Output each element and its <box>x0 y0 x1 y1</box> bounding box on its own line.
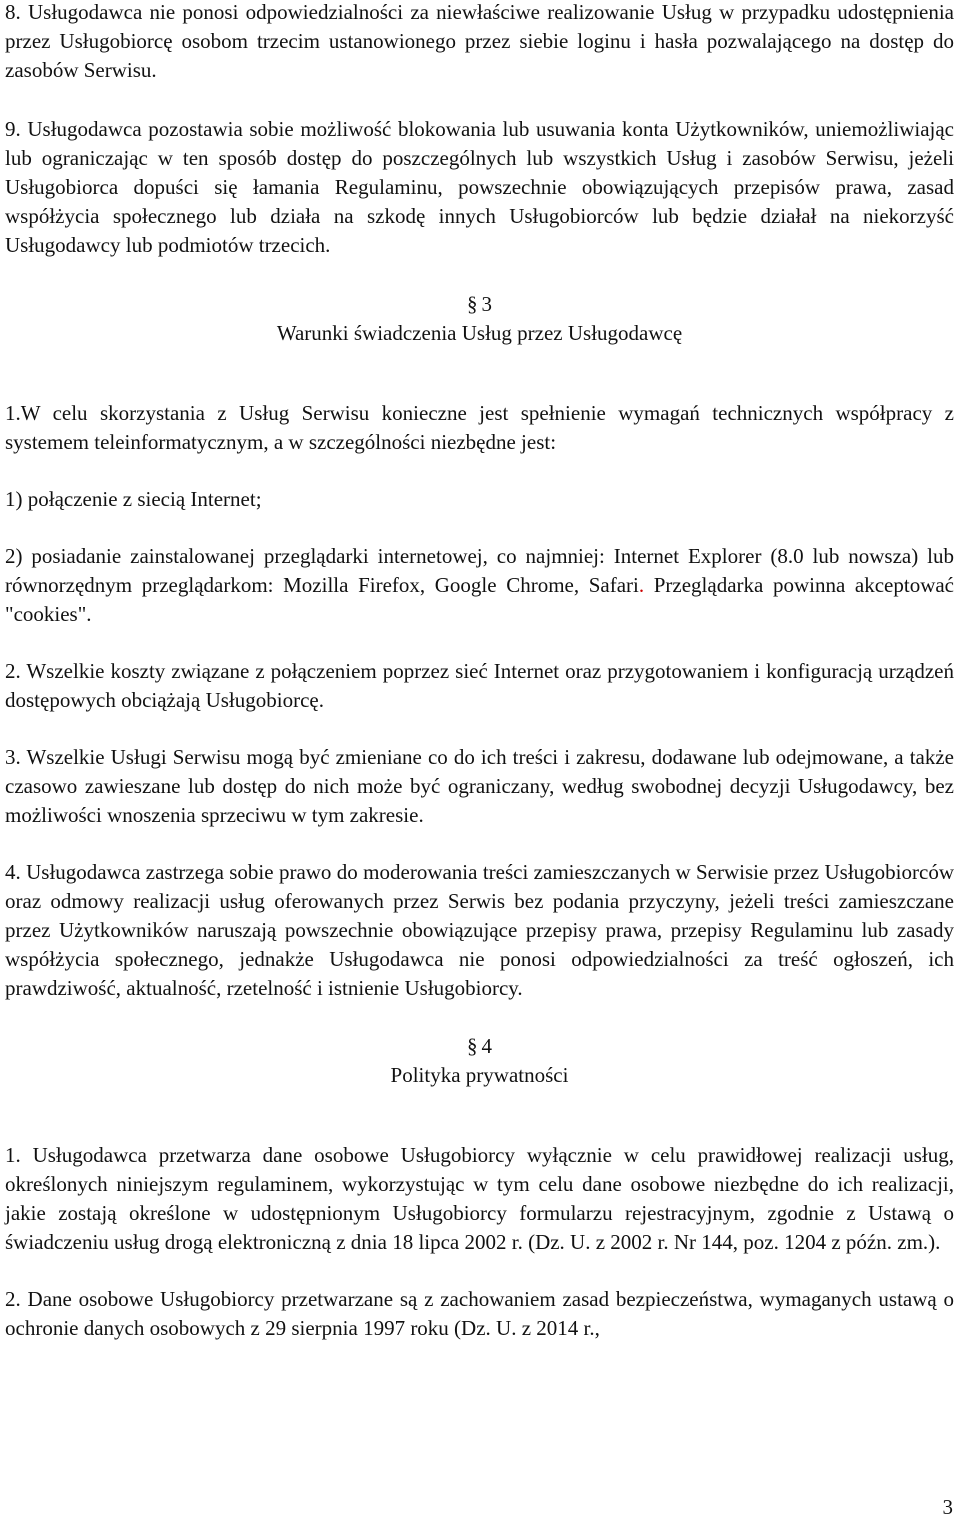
section-3-paragraph-4: 4. Usługodawca zastrzega sobie prawo do moderowania treści zamieszczanych w Serwisie przez Usługobiorców oraz odmowy realizacji usług oferowanych przez Serwis bez podania przyczyny, jeżeli treści zamieszczane przez Użytkowników naruszają powszechnie obowiązujące przepisy prawa, przepisy Regulaminu lub zasady współżycia społecznego, jednakże Usługodawca nie ponosi odpowiedzialności za treść ogłoszeń, ich prawdziwość, aktualność, rzetelność i istnienie Usługobiorcy. <box>5 860 954 1000</box>
page-number: 3 <box>942 1495 953 1519</box>
section-4-paragraph-1: 1. Usługodawca przetwarza dane osobowe Usługobiorcy wyłącznie w celu prawidłowej realizacji usług, określonych niniejszym regulaminem, wykorzystując w tym celu dane osobowe niezbędne do ich realizacji, jakie zostają określone w udostępnionym Usługobiorcy formularzu rejestracyjnym, zgodnie z Ustawą o świadczeniu usług drogą elektroniczną z dnia 18 lipca 2002 r. (Dz. U. z 2002 r. Nr 144, poz. 1204 z późn. zm.). <box>5 1143 954 1254</box>
section-4-paragraph-2: 2. Dane osobowe Usługobiorcy przetwarzane są z zachowaniem zasad bezpieczeństwa, wymaganych ustawą o ochronie danych osobowych z 29 sierpnia 1997 roku (Dz. U. z 2014 r., <box>5 1287 954 1340</box>
section-3-title: Warunki świadczenia Usług przez Usługodawcę <box>276 321 683 345</box>
section-3-paragraph-3: 3. Wszelkie Usługi Serwisu mogą być zmieniane co do ich treści i zakresu, dodawane lub odejmowane, a także czasowo zawieszane lub dostęp do nich może być ograniczany, według swobodnej decyzji Usługodawcy, bez możliwości wnoszenia sprzeciwu w tym zakresie. <box>5 745 954 827</box>
paragraph-9: 9. Usługodawca pozostawia sobie możliwość blokowania lub usuwania konta Użytkowników, uniemożliwiając lub ograniczając w ten sposób dostęp do poszczególnych lub wszystkich Usług i zasobów Serwisu, jeżeli Usługobiorca dopuści się łamania Regulaminu, powszechnie obowiązujących przepisów prawa, zasad współżycia społecznego lub działa na szkodę innych Usługobiorców lub będzie działał na niekorzyść Usługodawcy lub podmiotów trzecich. <box>5 117 954 257</box>
section-symbol: § <box>467 1034 478 1058</box>
section-number: 3 <box>481 292 492 316</box>
section-3-heading <box>5 290 954 319</box>
section-3-paragraph-2: 2. Wszelkie koszty związane z połączeniem poprzez sieć Internet oraz przygotowaniem i konfiguracją urządzeń dostępowych obciążają Usługobiorcę. <box>5 659 954 712</box>
section-symbol: § <box>467 292 478 316</box>
section-number: 4 <box>481 1034 492 1058</box>
section-3-paragraph-1: 1.W celu skorzystania z Usług Serwisu konieczne jest spełnienie wymagań technicznych współpracy z systemem teleinformatycznym, a w szczególności niezbędne jest: <box>5 401 954 454</box>
section-4-title: Polityka prywatności <box>390 1063 569 1087</box>
section-3-item-2 <box>5 542 954 629</box>
section-3-item-1: 1) połączenie z siecią Internet; <box>5 487 262 511</box>
paragraph-8: 8. Usługodawca nie ponosi odpowiedzialności za niewłaściwe realizowanie Usług w przypadku udostępnienia przez Usługobiorcę osobom trzecim ustanowionego przez siebie loginu i hasła pozwalającego na dostęp do zasobów Serwisu. <box>5 0 954 82</box>
section-3-item-2-text: 2) posiadanie zainstalowanej przeglądarki internetowej, co najmniej: Internet Explorer (8.0 lub nowsza) lub równorzędnym przeglądarkom: Mozilla Firefox, Google Chrome, Safari <box>5 544 954 597</box>
stray-red-dot: . <box>638 573 645 597</box>
section-4-heading <box>5 1032 954 1061</box>
cookies-requirement: Przeglądarka powinna akceptować "cookies". <box>5 573 954 626</box>
